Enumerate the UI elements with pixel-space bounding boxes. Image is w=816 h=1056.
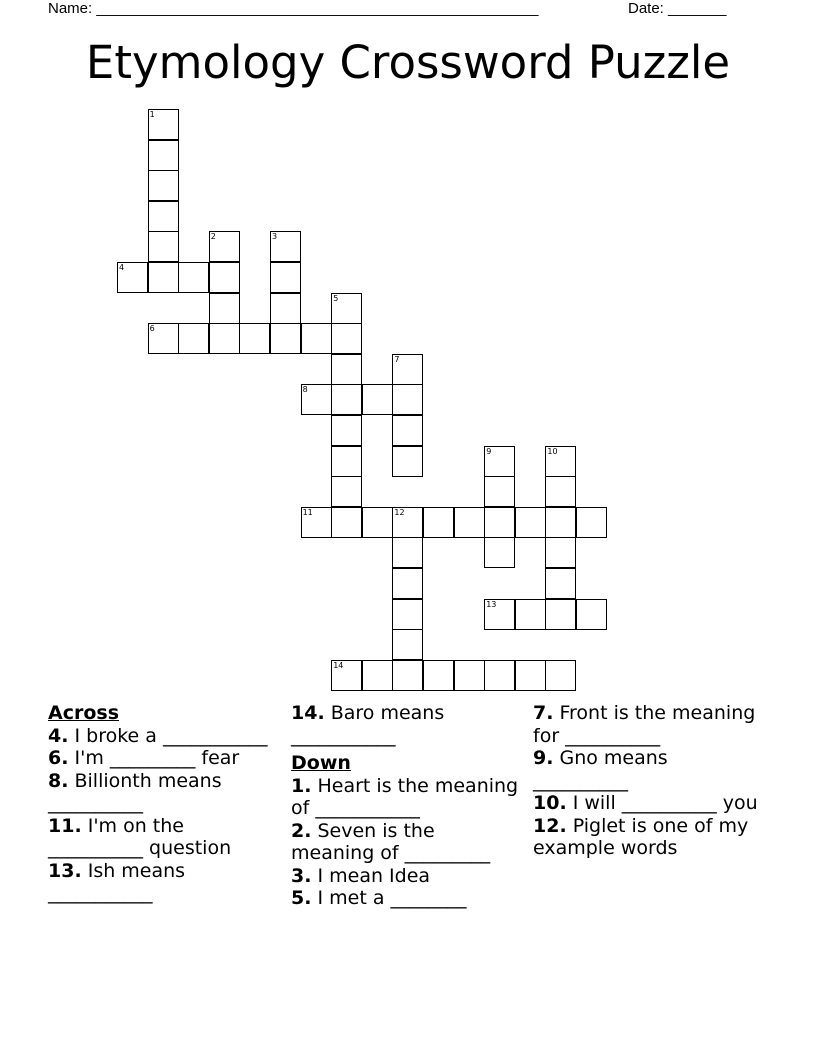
grid-cell[interactable] (515, 599, 546, 630)
grid-cell[interactable] (270, 323, 301, 354)
grid-cell[interactable] (209, 323, 240, 354)
clue-text: Front is the meaning for __________ (533, 702, 756, 747)
clue-number: 8. (48, 769, 69, 792)
grid-cell[interactable] (545, 476, 576, 507)
clue-number-label: 3 (272, 232, 278, 242)
clue-number: 5. (291, 887, 312, 909)
clue-item (291, 865, 521, 888)
grid-cell[interactable] (515, 507, 546, 538)
grid-cell[interactable] (148, 140, 179, 171)
grid-cell[interactable] (545, 446, 576, 477)
grid-cell[interactable] (484, 660, 515, 691)
clue-text: I'm _________ fear (68, 747, 240, 769)
clue-item (533, 815, 758, 860)
clue-number-label: 12 (394, 507, 405, 517)
clue-number: 7. (533, 702, 554, 724)
clue-text: I'm on the __________ question (48, 814, 232, 859)
clue-item (48, 815, 273, 860)
grid-cell[interactable] (331, 446, 362, 477)
grid-cell[interactable] (545, 568, 576, 599)
clue-item (291, 887, 521, 910)
grid-cell[interactable] (331, 507, 362, 538)
grid-cell[interactable] (484, 537, 515, 568)
grid-cell[interactable] (331, 660, 362, 691)
grid-cell[interactable] (178, 323, 209, 354)
grid-cell[interactable] (270, 262, 301, 293)
clue-number-label: 11 (302, 507, 313, 517)
across-heading: Across (48, 702, 120, 724)
clue-number: 4. (48, 724, 69, 747)
grid-cell[interactable] (148, 323, 179, 354)
clue-text: Baro means ___________ (291, 702, 445, 747)
clue-text: Seven is the meaning of _________ (291, 819, 491, 864)
grid-cell[interactable] (301, 384, 332, 415)
clues-column-3 (533, 702, 758, 860)
clue-item (48, 747, 273, 770)
clue-number-label: 10 (547, 446, 558, 456)
down-heading: Down (291, 752, 351, 774)
clue-number-label: 8 (302, 385, 308, 395)
grid-cell[interactable] (392, 568, 423, 599)
grid-cell[interactable] (454, 660, 485, 691)
clue-number-label: 7 (394, 354, 400, 364)
clue-number: 3. (291, 864, 312, 887)
grid-cell[interactable] (576, 507, 607, 538)
page-title: Etymology Crossword Puzzle (85, 36, 731, 89)
clue-text: I will __________ you (566, 792, 758, 814)
grid-cell[interactable] (484, 446, 515, 477)
grid-cell[interactable] (392, 384, 423, 415)
grid-cell[interactable] (392, 599, 423, 630)
clue-number: 6. (48, 747, 69, 769)
grid-cell[interactable] (301, 507, 332, 538)
clue-number-label: 5 (333, 293, 339, 303)
clue-number-label: 6 (149, 324, 155, 334)
grid-cell[interactable] (392, 537, 423, 568)
clue-number-label: 9 (486, 446, 492, 456)
clue-number: 12. (533, 814, 567, 837)
name-label: Name: _____________________________________________________ (48, 0, 539, 17)
clue-text: Piglet is one of my example words (533, 814, 749, 859)
grid-cell[interactable] (545, 537, 576, 568)
clue-item (48, 770, 273, 815)
grid-cell[interactable] (362, 507, 393, 538)
clue-number-label: 1 (149, 110, 155, 119)
grid-cell[interactable] (423, 660, 454, 691)
grid-cell[interactable] (331, 323, 362, 354)
grid-cell[interactable] (331, 293, 362, 324)
grid-cell[interactable] (331, 415, 362, 446)
grid-cell[interactable] (545, 599, 576, 630)
grid-cell[interactable] (270, 293, 301, 324)
grid-cell[interactable] (515, 660, 546, 691)
grid-cell[interactable] (301, 323, 332, 354)
clue-item (291, 820, 521, 865)
clue-item (291, 702, 521, 747)
clue-item (48, 860, 273, 905)
grid-cell[interactable] (331, 476, 362, 507)
grid-cell[interactable] (209, 231, 240, 262)
grid-cell[interactable] (484, 599, 515, 630)
grid-cell[interactable] (331, 384, 362, 415)
clue-number: 13. (48, 859, 82, 882)
grid-cell[interactable] (392, 629, 423, 660)
clues-column-2 (291, 702, 521, 910)
grid-cell[interactable] (148, 201, 179, 232)
grid-cell[interactable] (148, 231, 179, 262)
clue-number: 11. (48, 814, 82, 837)
grid-cell[interactable] (209, 262, 240, 293)
clue-item (533, 747, 758, 792)
grid-cell[interactable] (545, 507, 576, 538)
grid-cell[interactable] (239, 323, 270, 354)
clue-item (291, 775, 521, 820)
clues-column-1 (48, 702, 273, 905)
clue-text: Billionth means __________ (48, 769, 222, 814)
grid-cell[interactable] (484, 476, 515, 507)
clue-number: 2. (291, 819, 312, 842)
clue-text: I broke a ___________ (68, 724, 268, 747)
clue-item (533, 702, 758, 747)
clue-number: 1. (291, 774, 312, 797)
grid-cell[interactable] (148, 262, 179, 293)
clue-number: 10. (533, 792, 567, 814)
grid-cell[interactable] (392, 507, 423, 538)
grid-cell[interactable] (117, 262, 148, 293)
grid-cell[interactable] (148, 109, 179, 140)
clue-number-label: 14 (333, 660, 344, 670)
clue-text: Ish means ___________ (48, 859, 186, 904)
grid-cell[interactable] (392, 415, 423, 446)
grid-cell[interactable] (209, 293, 240, 324)
clue-number-label: 4 (119, 263, 125, 272)
grid-cell[interactable] (148, 170, 179, 201)
clue-item (533, 792, 758, 815)
grid-cell[interactable] (576, 599, 607, 630)
grid-cell[interactable] (484, 507, 515, 538)
grid-cell[interactable] (454, 507, 485, 538)
grid-cell[interactable] (392, 354, 423, 385)
clue-text: Heart is the meaning of ___________ (291, 774, 519, 819)
grid-cell[interactable] (362, 660, 393, 691)
grid-cell[interactable] (331, 354, 362, 385)
clue-number: 9. (533, 747, 554, 769)
clue-text: I met a ________ (311, 887, 467, 909)
grid-cell[interactable] (392, 446, 423, 477)
clue-number-label: 13 (486, 599, 497, 609)
date-label: Date: _______ (628, 0, 727, 17)
grid-cell[interactable] (392, 660, 423, 691)
grid-cell[interactable] (270, 231, 301, 262)
clue-item (48, 725, 273, 748)
grid-cell[interactable] (423, 507, 454, 538)
grid-cell[interactable] (362, 384, 393, 415)
grid-cell[interactable] (545, 660, 576, 691)
clue-number: 14. (291, 702, 325, 724)
clue-text: Gno means __________ (533, 747, 668, 792)
clue-text: I mean Idea (311, 864, 431, 887)
clue-number-label: 2 (210, 232, 216, 242)
grid-cell[interactable] (178, 262, 209, 293)
